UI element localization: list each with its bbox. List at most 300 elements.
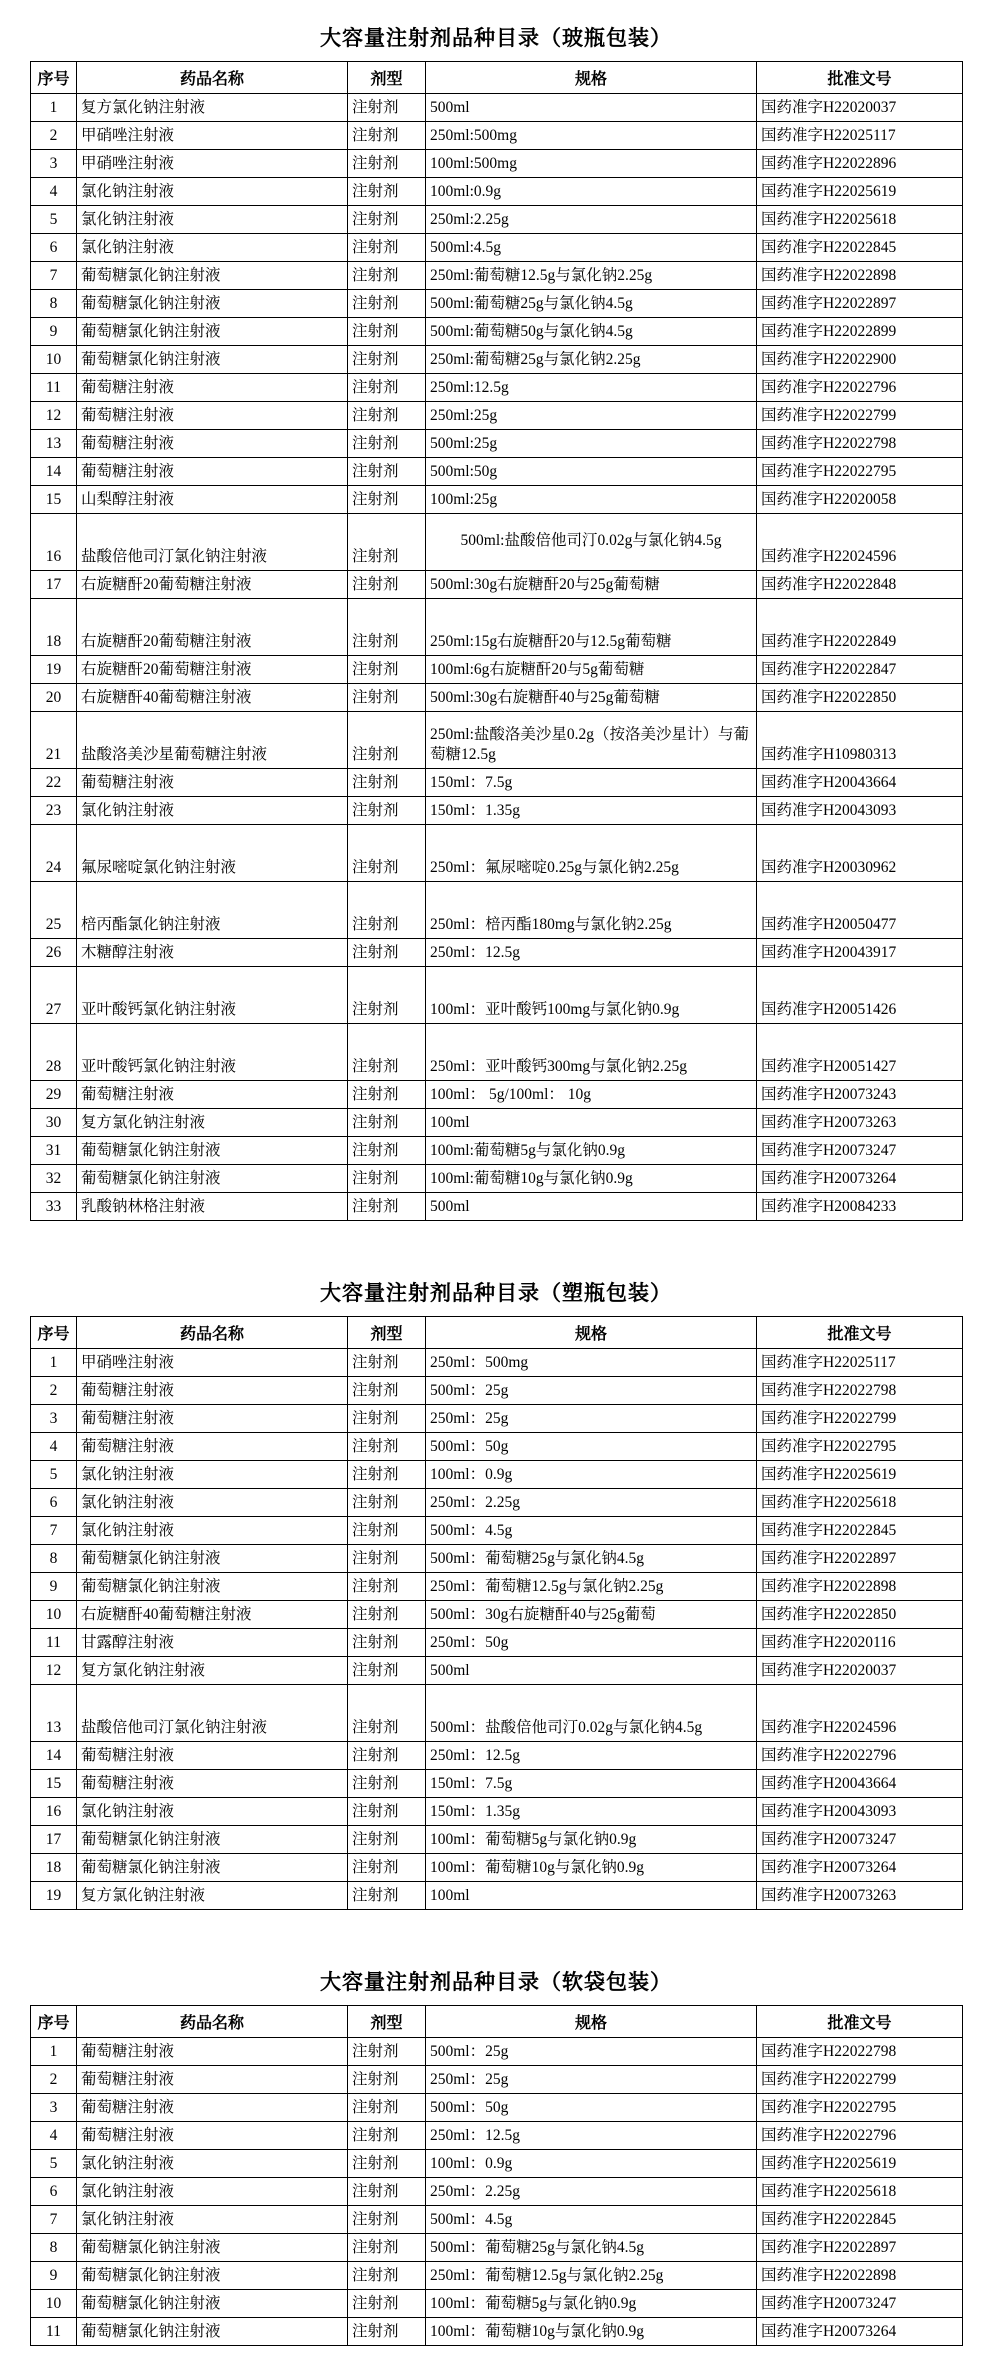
dosage-form-cell: 注射剂 <box>348 1433 426 1461</box>
row-number-cell: 24 <box>31 825 77 882</box>
specification-cell: 100ml：葡萄糖5g与氯化钠0.9g <box>426 2290 757 2318</box>
approval-number-cell: 国药准字H20073264 <box>757 1854 963 1882</box>
drug-name-cell: 复方氯化钠注射液 <box>77 1882 348 1910</box>
row-number-cell: 1 <box>31 1349 77 1377</box>
approval-number-cell: 国药准字H22025117 <box>757 122 963 150</box>
drug-name-cell: 葡萄糖注射液 <box>77 430 348 458</box>
specification-cell: 100ml：葡萄糖10g与氯化钠0.9g <box>426 1854 757 1882</box>
drug-name-cell: 氯化钠注射液 <box>77 1489 348 1517</box>
table-row <box>31 1629 963 1657</box>
column-header: 药品名称 <box>77 1317 348 1349</box>
row-number-cell: 18 <box>31 599 77 656</box>
approval-number-cell: 国药准字H22022897 <box>757 1545 963 1573</box>
dosage-form-cell: 注射剂 <box>348 234 426 262</box>
drug-name-cell: 葡萄糖注射液 <box>77 458 348 486</box>
approval-number-cell: 国药准字H22022799 <box>757 2066 963 2094</box>
dosage-form-cell: 注射剂 <box>348 967 426 1024</box>
table-row <box>31 1349 963 1377</box>
specification-cell: 100ml:葡萄糖5g与氯化钠0.9g <box>426 1137 757 1165</box>
specification-cell: 500ml:葡萄糖25g与氯化钠4.5g <box>426 290 757 318</box>
row-number-cell: 9 <box>31 1573 77 1601</box>
approval-number-cell: 国药准字H22020037 <box>757 1657 963 1685</box>
drug-name-cell: 葡萄糖注射液 <box>77 1081 348 1109</box>
approval-number-cell: 国药准字H22022795 <box>757 458 963 486</box>
row-number-cell: 2 <box>31 1377 77 1405</box>
dosage-form-cell: 注射剂 <box>348 1193 426 1221</box>
row-number-cell: 10 <box>31 346 77 374</box>
specification-cell: 100ml:0.9g <box>426 178 757 206</box>
drug-name-cell: 复方氯化钠注射液 <box>77 1657 348 1685</box>
approval-number-cell: 国药准字H22020037 <box>757 94 963 122</box>
column-header: 药品名称 <box>77 2006 348 2038</box>
dosage-form-cell: 注射剂 <box>348 797 426 825</box>
row-number-cell: 2 <box>31 122 77 150</box>
approval-number-cell: 国药准字H22022898 <box>757 1573 963 1601</box>
drug-name-cell: 葡萄糖注射液 <box>77 2094 348 2122</box>
specification-cell: 500ml:30g右旋糖酐40与25g葡萄糖 <box>426 684 757 712</box>
dosage-form-cell: 注射剂 <box>348 402 426 430</box>
drug-name-cell: 甲硝唑注射液 <box>77 1349 348 1377</box>
drug-name-cell: 葡萄糖氯化钠注射液 <box>77 1573 348 1601</box>
column-header: 批准文号 <box>757 2006 963 2038</box>
drug-name-cell: 氯化钠注射液 <box>77 1461 348 1489</box>
approval-number-cell: 国药准字H20051427 <box>757 1024 963 1081</box>
column-header: 批准文号 <box>757 62 963 94</box>
drug-name-cell: 葡萄糖注射液 <box>77 374 348 402</box>
catalog-tables-container <box>0 22 992 2346</box>
dosage-form-cell: 注射剂 <box>348 1882 426 1910</box>
drug-name-cell: 氯化钠注射液 <box>77 1798 348 1826</box>
dosage-form-cell: 注射剂 <box>348 1081 426 1109</box>
row-number-cell: 8 <box>31 290 77 318</box>
drug-name-cell: 葡萄糖氯化钠注射液 <box>77 1137 348 1165</box>
approval-number-cell: 国药准字H10980313 <box>757 712 963 769</box>
column-header: 批准文号 <box>757 1317 963 1349</box>
catalog-table <box>30 61 963 1221</box>
approval-number-cell: 国药准字H22022896 <box>757 150 963 178</box>
table-row <box>31 797 963 825</box>
table-row <box>31 94 963 122</box>
dosage-form-cell: 注射剂 <box>348 2122 426 2150</box>
approval-number-cell: 国药准字H20043664 <box>757 1770 963 1798</box>
dosage-form-cell: 注射剂 <box>348 346 426 374</box>
dosage-form-cell: 注射剂 <box>348 599 426 656</box>
row-number-cell: 19 <box>31 1882 77 1910</box>
dosage-form-cell: 注射剂 <box>348 94 426 122</box>
row-number-cell: 14 <box>31 458 77 486</box>
specification-cell: 500ml：25g <box>426 1377 757 1405</box>
header-row <box>31 2006 963 2038</box>
table-row <box>31 939 963 967</box>
row-number-cell: 7 <box>31 262 77 290</box>
specification-cell: 500ml：葡萄糖25g与氯化钠4.5g <box>426 2234 757 2262</box>
row-number-cell: 9 <box>31 2262 77 2290</box>
row-number-cell: 25 <box>31 882 77 939</box>
specification-cell: 250ml:2.25g <box>426 206 757 234</box>
row-number-cell: 8 <box>31 2234 77 2262</box>
specification-cell: 250ml:15g右旋糖酐20与12.5g葡萄糖 <box>426 599 757 656</box>
drug-name-cell: 葡萄糖注射液 <box>77 402 348 430</box>
table-row <box>31 486 963 514</box>
approval-number-cell: 国药准字H22022798 <box>757 2038 963 2066</box>
drug-name-cell: 右旋糖酐40葡萄糖注射液 <box>77 1601 348 1629</box>
approval-number-cell: 国药准字H20073247 <box>757 2290 963 2318</box>
dosage-form-cell: 注射剂 <box>348 1685 426 1742</box>
dosage-form-cell: 注射剂 <box>348 1137 426 1165</box>
table-row <box>31 2038 963 2066</box>
row-number-cell: 6 <box>31 1489 77 1517</box>
drug-name-cell: 葡萄糖氯化钠注射液 <box>77 1854 348 1882</box>
table-row <box>31 1193 963 1221</box>
dosage-form-cell: 注射剂 <box>348 1165 426 1193</box>
row-number-cell: 31 <box>31 1137 77 1165</box>
table-row <box>31 1573 963 1601</box>
drug-name-cell: 葡萄糖注射液 <box>77 1433 348 1461</box>
approval-number-cell: 国药准字H22022799 <box>757 1405 963 1433</box>
drug-name-cell: 葡萄糖氯化钠注射液 <box>77 2290 348 2318</box>
specification-cell: 250ml:葡萄糖12.5g与氯化钠2.25g <box>426 262 757 290</box>
table-row <box>31 1798 963 1826</box>
table-row <box>31 2234 963 2262</box>
column-header: 药品名称 <box>77 62 348 94</box>
table-title: 大容量注射剂品种目录（软袋包装） <box>320 1970 672 1994</box>
table-row <box>31 1489 963 1517</box>
specification-cell: 250ml：2.25g <box>426 2178 757 2206</box>
row-number-cell: 19 <box>31 656 77 684</box>
dosage-form-cell: 注射剂 <box>348 1798 426 1826</box>
specification-cell: 100ml <box>426 1882 757 1910</box>
drug-name-cell: 葡萄糖注射液 <box>77 2038 348 2066</box>
row-number-cell: 26 <box>31 939 77 967</box>
specification-cell: 250ml:500mg <box>426 122 757 150</box>
specification-cell: 500ml：50g <box>426 1433 757 1461</box>
drug-name-cell: 氯化钠注射液 <box>77 2206 348 2234</box>
row-number-cell: 6 <box>31 234 77 262</box>
table-row <box>31 769 963 797</box>
drug-name-cell: 葡萄糖氯化钠注射液 <box>77 1826 348 1854</box>
approval-number-cell: 国药准字H22022795 <box>757 1433 963 1461</box>
drug-name-cell: 右旋糖酐40葡萄糖注射液 <box>77 684 348 712</box>
approval-number-cell: 国药准字H20043917 <box>757 939 963 967</box>
dosage-form-cell: 注射剂 <box>348 1461 426 1489</box>
specification-cell: 500ml <box>426 1193 757 1221</box>
approval-number-cell: 国药准字H22022848 <box>757 571 963 599</box>
specification-cell: 500ml:盐酸倍他司汀0.02g与氯化钠4.5g <box>426 514 757 571</box>
catalog-table <box>30 2005 963 2346</box>
approval-number-cell: 国药准字H22022850 <box>757 1601 963 1629</box>
drug-name-cell: 复方氯化钠注射液 <box>77 94 348 122</box>
table-row <box>31 318 963 346</box>
approval-number-cell: 国药准字H20073247 <box>757 1137 963 1165</box>
dosage-form-cell: 注射剂 <box>348 1601 426 1629</box>
approval-number-cell: 国药准字H22025618 <box>757 206 963 234</box>
table-row <box>31 1657 963 1685</box>
row-number-cell: 23 <box>31 797 77 825</box>
drug-name-cell: 葡萄糖注射液 <box>77 2122 348 2150</box>
drug-name-cell: 葡萄糖注射液 <box>77 1377 348 1405</box>
specification-cell: 250ml：50g <box>426 1629 757 1657</box>
drug-name-cell: 葡萄糖氯化钠注射液 <box>77 2234 348 2262</box>
table-row <box>31 1433 963 1461</box>
drug-name-cell: 葡萄糖注射液 <box>77 2066 348 2094</box>
dosage-form-cell: 注射剂 <box>348 514 426 571</box>
drug-name-cell: 甲硝唑注射液 <box>77 122 348 150</box>
dosage-form-cell: 注射剂 <box>348 1349 426 1377</box>
dosage-form-cell: 注射剂 <box>348 1742 426 1770</box>
column-header: 剂型 <box>348 2006 426 2038</box>
specification-cell: 100ml:葡萄糖10g与氯化钠0.9g <box>426 1165 757 1193</box>
dosage-form-cell: 注射剂 <box>348 571 426 599</box>
row-number-cell: 32 <box>31 1165 77 1193</box>
row-number-cell: 14 <box>31 1742 77 1770</box>
table-row <box>31 825 963 882</box>
table-row <box>31 1770 963 1798</box>
approval-number-cell: 国药准字H22022798 <box>757 1377 963 1405</box>
row-number-cell: 3 <box>31 150 77 178</box>
approval-number-cell: 国药准字H20073263 <box>757 1109 963 1137</box>
specification-cell: 250ml：12.5g <box>426 2122 757 2150</box>
column-header: 序号 <box>31 2006 77 2038</box>
row-number-cell: 21 <box>31 712 77 769</box>
row-number-cell: 12 <box>31 402 77 430</box>
table-row <box>31 2290 963 2318</box>
dosage-form-cell: 注射剂 <box>348 2178 426 2206</box>
row-number-cell: 33 <box>31 1193 77 1221</box>
dosage-form-cell: 注射剂 <box>348 178 426 206</box>
table-row <box>31 1109 963 1137</box>
drug-name-cell: 盐酸洛美沙星葡萄糖注射液 <box>77 712 348 769</box>
specification-cell: 150ml：7.5g <box>426 769 757 797</box>
column-header: 规格 <box>426 62 757 94</box>
approval-number-cell: 国药准字H20073243 <box>757 1081 963 1109</box>
header-row <box>31 1317 963 1349</box>
approval-number-cell: 国药准字H22020116 <box>757 1629 963 1657</box>
dosage-form-cell: 注射剂 <box>348 2150 426 2178</box>
row-number-cell: 11 <box>31 374 77 402</box>
table-row <box>31 1601 963 1629</box>
dosage-form-cell: 注射剂 <box>348 1545 426 1573</box>
table-row <box>31 1137 963 1165</box>
approval-number-cell: 国药准字H22022799 <box>757 402 963 430</box>
approval-number-cell: 国药准字H22024596 <box>757 514 963 571</box>
row-number-cell: 28 <box>31 1024 77 1081</box>
approval-number-cell: 国药准字H22022897 <box>757 2234 963 2262</box>
drug-name-cell: 葡萄糖氯化钠注射液 <box>77 2262 348 2290</box>
column-header: 序号 <box>31 62 77 94</box>
approval-number-cell: 国药准字H22022795 <box>757 2094 963 2122</box>
specification-cell: 250ml：25g <box>426 1405 757 1433</box>
drug-name-cell: 棓丙酯氯化钠注射液 <box>77 882 348 939</box>
specification-cell: 150ml：1.35g <box>426 1798 757 1826</box>
approval-number-cell: 国药准字H22022845 <box>757 2206 963 2234</box>
table-row <box>31 346 963 374</box>
catalog-table <box>30 1316 963 1910</box>
catalog-section-1 <box>0 22 992 1221</box>
specification-cell: 500ml：25g <box>426 2038 757 2066</box>
row-number-cell: 17 <box>31 571 77 599</box>
drug-name-cell: 葡萄糖氯化钠注射液 <box>77 2318 348 2346</box>
dosage-form-cell: 注射剂 <box>348 1629 426 1657</box>
approval-number-cell: 国药准字H22024596 <box>757 1685 963 1742</box>
approval-number-cell: 国药准字H22020058 <box>757 486 963 514</box>
drug-name-cell: 甲硝唑注射液 <box>77 150 348 178</box>
drug-name-cell: 氯化钠注射液 <box>77 178 348 206</box>
row-number-cell: 13 <box>31 1685 77 1742</box>
dosage-form-cell: 注射剂 <box>348 1770 426 1798</box>
drug-name-cell: 氯化钠注射液 <box>77 234 348 262</box>
specification-cell: 100ml:500mg <box>426 150 757 178</box>
table-row <box>31 2178 963 2206</box>
table-row <box>31 178 963 206</box>
dosage-form-cell: 注射剂 <box>348 206 426 234</box>
approval-number-cell: 国药准字H22025619 <box>757 178 963 206</box>
drug-name-cell: 乳酸钠林格注射液 <box>77 1193 348 1221</box>
specification-cell: 500ml:4.5g <box>426 234 757 262</box>
drug-name-cell: 氯化钠注射液 <box>77 1517 348 1545</box>
table-row <box>31 1461 963 1489</box>
header-row <box>31 62 963 94</box>
table-row <box>31 684 963 712</box>
approval-number-cell: 国药准字H20051426 <box>757 967 963 1024</box>
table-row <box>31 1742 963 1770</box>
dosage-form-cell: 注射剂 <box>348 430 426 458</box>
row-number-cell: 18 <box>31 1854 77 1882</box>
row-number-cell: 10 <box>31 2290 77 2318</box>
approval-number-cell: 国药准字H20030962 <box>757 825 963 882</box>
table-row <box>31 2066 963 2094</box>
dosage-form-cell: 注射剂 <box>348 2038 426 2066</box>
table-row <box>31 234 963 262</box>
table-row <box>31 656 963 684</box>
column-header: 规格 <box>426 1317 757 1349</box>
dosage-form-cell: 注射剂 <box>348 939 426 967</box>
table-row <box>31 458 963 486</box>
drug-name-cell: 葡萄糖注射液 <box>77 1742 348 1770</box>
table-row <box>31 1882 963 1910</box>
row-number-cell: 1 <box>31 94 77 122</box>
drug-name-cell: 氟尿嘧啶氯化钠注射液 <box>77 825 348 882</box>
row-number-cell: 7 <box>31 1517 77 1545</box>
drug-name-cell: 氯化钠注射液 <box>77 206 348 234</box>
dosage-form-cell: 注射剂 <box>348 1573 426 1601</box>
specification-cell: 500ml：盐酸倍他司汀0.02g与氯化钠4.5g <box>426 1685 757 1742</box>
table-row <box>31 1854 963 1882</box>
approval-number-cell: 国药准字H20050477 <box>757 882 963 939</box>
specification-cell: 500ml：30g右旋糖酐40与25g葡萄 <box>426 1601 757 1629</box>
column-header: 规格 <box>426 2006 757 2038</box>
table-row <box>31 1517 963 1545</box>
specification-cell: 100ml:25g <box>426 486 757 514</box>
specification-cell: 250ml：25g <box>426 2066 757 2094</box>
specification-cell: 100ml：0.9g <box>426 1461 757 1489</box>
catalog-section-2 <box>0 1277 992 1910</box>
drug-name-cell: 右旋糖酐20葡萄糖注射液 <box>77 656 348 684</box>
table-row <box>31 1685 963 1742</box>
specification-cell: 500ml：4.5g <box>426 1517 757 1545</box>
dosage-form-cell: 注射剂 <box>348 458 426 486</box>
table-row <box>31 430 963 458</box>
specification-cell: 500ml:30g右旋糖酐20与25g葡萄糖 <box>426 571 757 599</box>
drug-name-cell: 亚叶酸钙氯化钠注射液 <box>77 1024 348 1081</box>
approval-number-cell: 国药准字H22022796 <box>757 2122 963 2150</box>
dosage-form-cell: 注射剂 <box>348 486 426 514</box>
dosage-form-cell: 注射剂 <box>348 2262 426 2290</box>
specification-cell: 250ml:盐酸洛美沙星0.2g（按洛美沙星计）与葡萄糖12.5g <box>426 712 757 769</box>
specification-cell: 250ml：葡萄糖12.5g与氯化钠2.25g <box>426 2262 757 2290</box>
table-row <box>31 514 963 571</box>
specification-cell: 500ml <box>426 1657 757 1685</box>
approval-number-cell: 国药准字H22025618 <box>757 1489 963 1517</box>
approval-number-cell: 国药准字H22022847 <box>757 656 963 684</box>
specification-cell: 100ml <box>426 1109 757 1137</box>
approval-number-cell: 国药准字H20073263 <box>757 1882 963 1910</box>
approval-number-cell: 国药准字H22022850 <box>757 684 963 712</box>
table-title: 大容量注射剂品种目录（玻瓶包装） <box>320 26 672 50</box>
approval-number-cell: 国药准字H22025618 <box>757 2178 963 2206</box>
approval-number-cell: 国药准字H22022798 <box>757 430 963 458</box>
dosage-form-cell: 注射剂 <box>348 2094 426 2122</box>
specification-cell: 500ml：葡萄糖25g与氯化钠4.5g <box>426 1545 757 1573</box>
row-number-cell: 11 <box>31 1629 77 1657</box>
table-row <box>31 2094 963 2122</box>
dosage-form-cell: 注射剂 <box>348 2234 426 2262</box>
dosage-form-cell: 注射剂 <box>348 684 426 712</box>
column-header: 剂型 <box>348 1317 426 1349</box>
specification-cell: 100ml：葡萄糖10g与氯化钠0.9g <box>426 2318 757 2346</box>
row-number-cell: 11 <box>31 2318 77 2346</box>
row-number-cell: 6 <box>31 2178 77 2206</box>
dosage-form-cell: 注射剂 <box>348 656 426 684</box>
specification-cell: 250ml：500mg <box>426 1349 757 1377</box>
row-number-cell: 16 <box>31 1798 77 1826</box>
specification-cell: 500ml：4.5g <box>426 2206 757 2234</box>
drug-name-cell: 葡萄糖氯化钠注射液 <box>77 290 348 318</box>
row-number-cell: 29 <box>31 1081 77 1109</box>
dosage-form-cell: 注射剂 <box>348 882 426 939</box>
drug-name-cell: 甘露醇注射液 <box>77 1629 348 1657</box>
specification-cell: 150ml：7.5g <box>426 1770 757 1798</box>
specification-cell: 100ml:6g右旋糖酐20与5g葡萄糖 <box>426 656 757 684</box>
specification-cell: 500ml:50g <box>426 458 757 486</box>
row-number-cell: 22 <box>31 769 77 797</box>
row-number-cell: 7 <box>31 2206 77 2234</box>
approval-number-cell: 国药准字H22022897 <box>757 290 963 318</box>
table-row <box>31 1545 963 1573</box>
dosage-form-cell: 注射剂 <box>348 1377 426 1405</box>
specification-cell: 100ml： 5g/100ml： 10g <box>426 1081 757 1109</box>
drug-name-cell: 葡萄糖氯化钠注射液 <box>77 1165 348 1193</box>
dosage-form-cell: 注射剂 <box>348 1405 426 1433</box>
drug-name-cell: 葡萄糖氯化钠注射液 <box>77 346 348 374</box>
drug-name-cell: 盐酸倍他司汀氯化钠注射液 <box>77 514 348 571</box>
row-number-cell: 30 <box>31 1109 77 1137</box>
approval-number-cell: 国药准字H22022845 <box>757 1517 963 1545</box>
table-row <box>31 262 963 290</box>
specification-cell: 150ml：1.35g <box>426 797 757 825</box>
specification-cell: 250ml:25g <box>426 402 757 430</box>
row-number-cell: 10 <box>31 1601 77 1629</box>
row-number-cell: 4 <box>31 178 77 206</box>
approval-number-cell: 国药准字H22025619 <box>757 2150 963 2178</box>
drug-name-cell: 葡萄糖注射液 <box>77 1405 348 1433</box>
row-number-cell: 5 <box>31 2150 77 2178</box>
dosage-form-cell: 注射剂 <box>348 2206 426 2234</box>
specification-cell: 100ml：亚叶酸钙100mg与氯化钠0.9g <box>426 967 757 1024</box>
dosage-form-cell: 注射剂 <box>348 1517 426 1545</box>
dosage-form-cell: 注射剂 <box>348 1657 426 1685</box>
approval-number-cell: 国药准字H22022898 <box>757 2262 963 2290</box>
table-row <box>31 1165 963 1193</box>
